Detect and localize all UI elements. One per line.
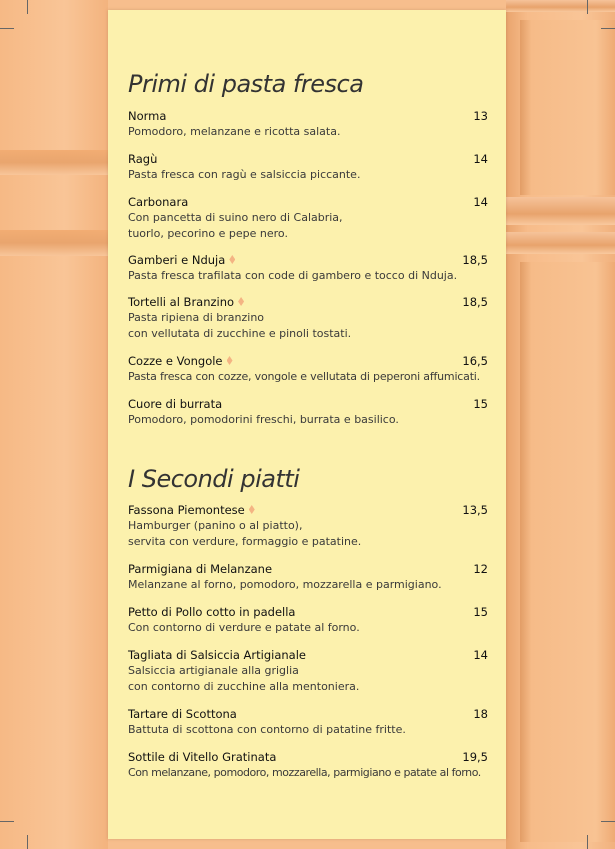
menu-item-norma [128,108,488,140]
dish-description: con contorno di zucchine alla mentoniera. [128,679,360,693]
menu-column [108,10,506,839]
crop-mark [587,835,588,849]
section-title: I Secondi piatti [128,465,300,493]
dish-name: Cozze e Vongole [128,354,223,368]
dish-price: 13,5 [462,503,488,517]
menu-item-tartare-scottona [128,706,488,738]
diamond-icon [229,255,235,264]
dish-description: con vellutata di zucchine e pinoli tostati. [128,326,352,340]
menu-item-petto-pollo [128,604,488,636]
left-decor-band [0,230,108,256]
dish-description: Melanzane al forno, pomodoro, mozzarella e parmigiano. [128,578,442,591]
dish-description: Pomodoro, pomodorini freschi, burrata e basilico. [128,413,399,426]
crop-mark [601,821,615,822]
crop-mark [27,835,28,849]
diamond-icon [249,505,255,514]
crop-mark [587,0,588,14]
dish-description: Battuta di scottona con contorno di patatine fritte. [128,723,406,736]
menu-item-carbonara [128,194,488,241]
crop-mark [27,0,28,14]
dish-description: Pasta fresca con cozze, vongole e vellutata di peperoni affumicati. [128,370,480,383]
dish-name: Fassona Piemontese [128,503,245,517]
right-decor-panel [506,0,615,849]
dish-description: Con contorno di verdure e patate al forno. [128,621,360,634]
crop-mark [0,821,14,822]
right-decor-band [506,197,615,225]
dish-price: 12 [473,562,488,576]
right-decor-inset [520,262,615,842]
dish-price: 16,5 [462,354,488,368]
diamond-icon [238,297,244,306]
dish-price: 15 [473,605,488,619]
menu-item-ragu [128,151,488,183]
dish-description: Pasta fresca con ragù e salsiccia piccante. [128,168,361,181]
section-title: Primi di pasta fresca [128,70,364,98]
left-decor-panel [0,0,108,849]
dish-name: Petto di Pollo cotto in padella [128,605,296,619]
dish-name: Sottile di Vitello Gratinata [128,750,277,764]
crop-mark [0,28,14,29]
dish-description: Con melanzane, pomodoro, mozzarella, parmigiano e patate al forno. [128,766,481,779]
dish-description: Hamburger (panino o al piatto), [128,519,303,532]
dish-description: servita con verdure, formaggio e patatine. [128,534,362,548]
dish-description: Pasta ripiena di branzino [128,311,265,324]
dish-price: 14 [473,648,488,662]
menu-item-cuore-burrata [128,396,488,428]
dish-description: Pomodoro, melanzane e ricotta salata. [128,125,341,138]
menu-item-sottile-vitello [128,749,488,781]
menu-item-gamberi-nduja [128,252,488,284]
dish-name: Cuore di burrata [128,397,223,411]
dish-price: 15 [473,397,488,411]
menu-item-tagliata-salsiccia [128,647,488,694]
dish-name: Carbonara [128,195,189,209]
dish-price: 18 [473,707,488,721]
dish-price: 18,5 [462,295,488,309]
dish-price: 14 [473,152,488,166]
dish-name: Tortelli al Branzino [128,295,235,309]
dish-name: Tagliata di Salsiccia Artigianale [128,648,306,662]
menu-item-fassona [128,502,488,549]
diamond-icon [227,356,233,365]
dish-description: Pasta fresca trafilata con code di gambero e tocco di Nduja. [128,269,458,282]
dish-description: Con pancetta di suino nero di Calabria, [128,211,343,224]
dish-name: Norma [128,109,167,123]
dish-name: Parmigiana di Melanzane [128,562,273,576]
dish-price: 13 [473,109,488,123]
dish-price: 19,5 [462,750,488,764]
left-decor-band [0,150,108,175]
right-decor-band [506,0,615,12]
dish-price: 14 [473,195,488,209]
dish-description: Salsiccia artigianale alla griglia [128,664,299,677]
right-decor-band [506,232,615,254]
right-decor-inset [520,20,615,195]
menu-item-tortelli-branzino [128,294,488,341]
dish-name: Gamberi e Nduja [128,253,226,267]
dish-price: 18,5 [462,253,488,267]
menu-item-parmigiana [128,561,488,593]
dish-name: Ragù [128,152,158,166]
crop-mark [601,28,615,29]
dish-description: tuorlo, pecorino e pepe nero. [128,226,288,240]
menu-item-cozze-vongole [128,353,488,385]
dish-name: Tartare di Scottona [128,707,237,721]
